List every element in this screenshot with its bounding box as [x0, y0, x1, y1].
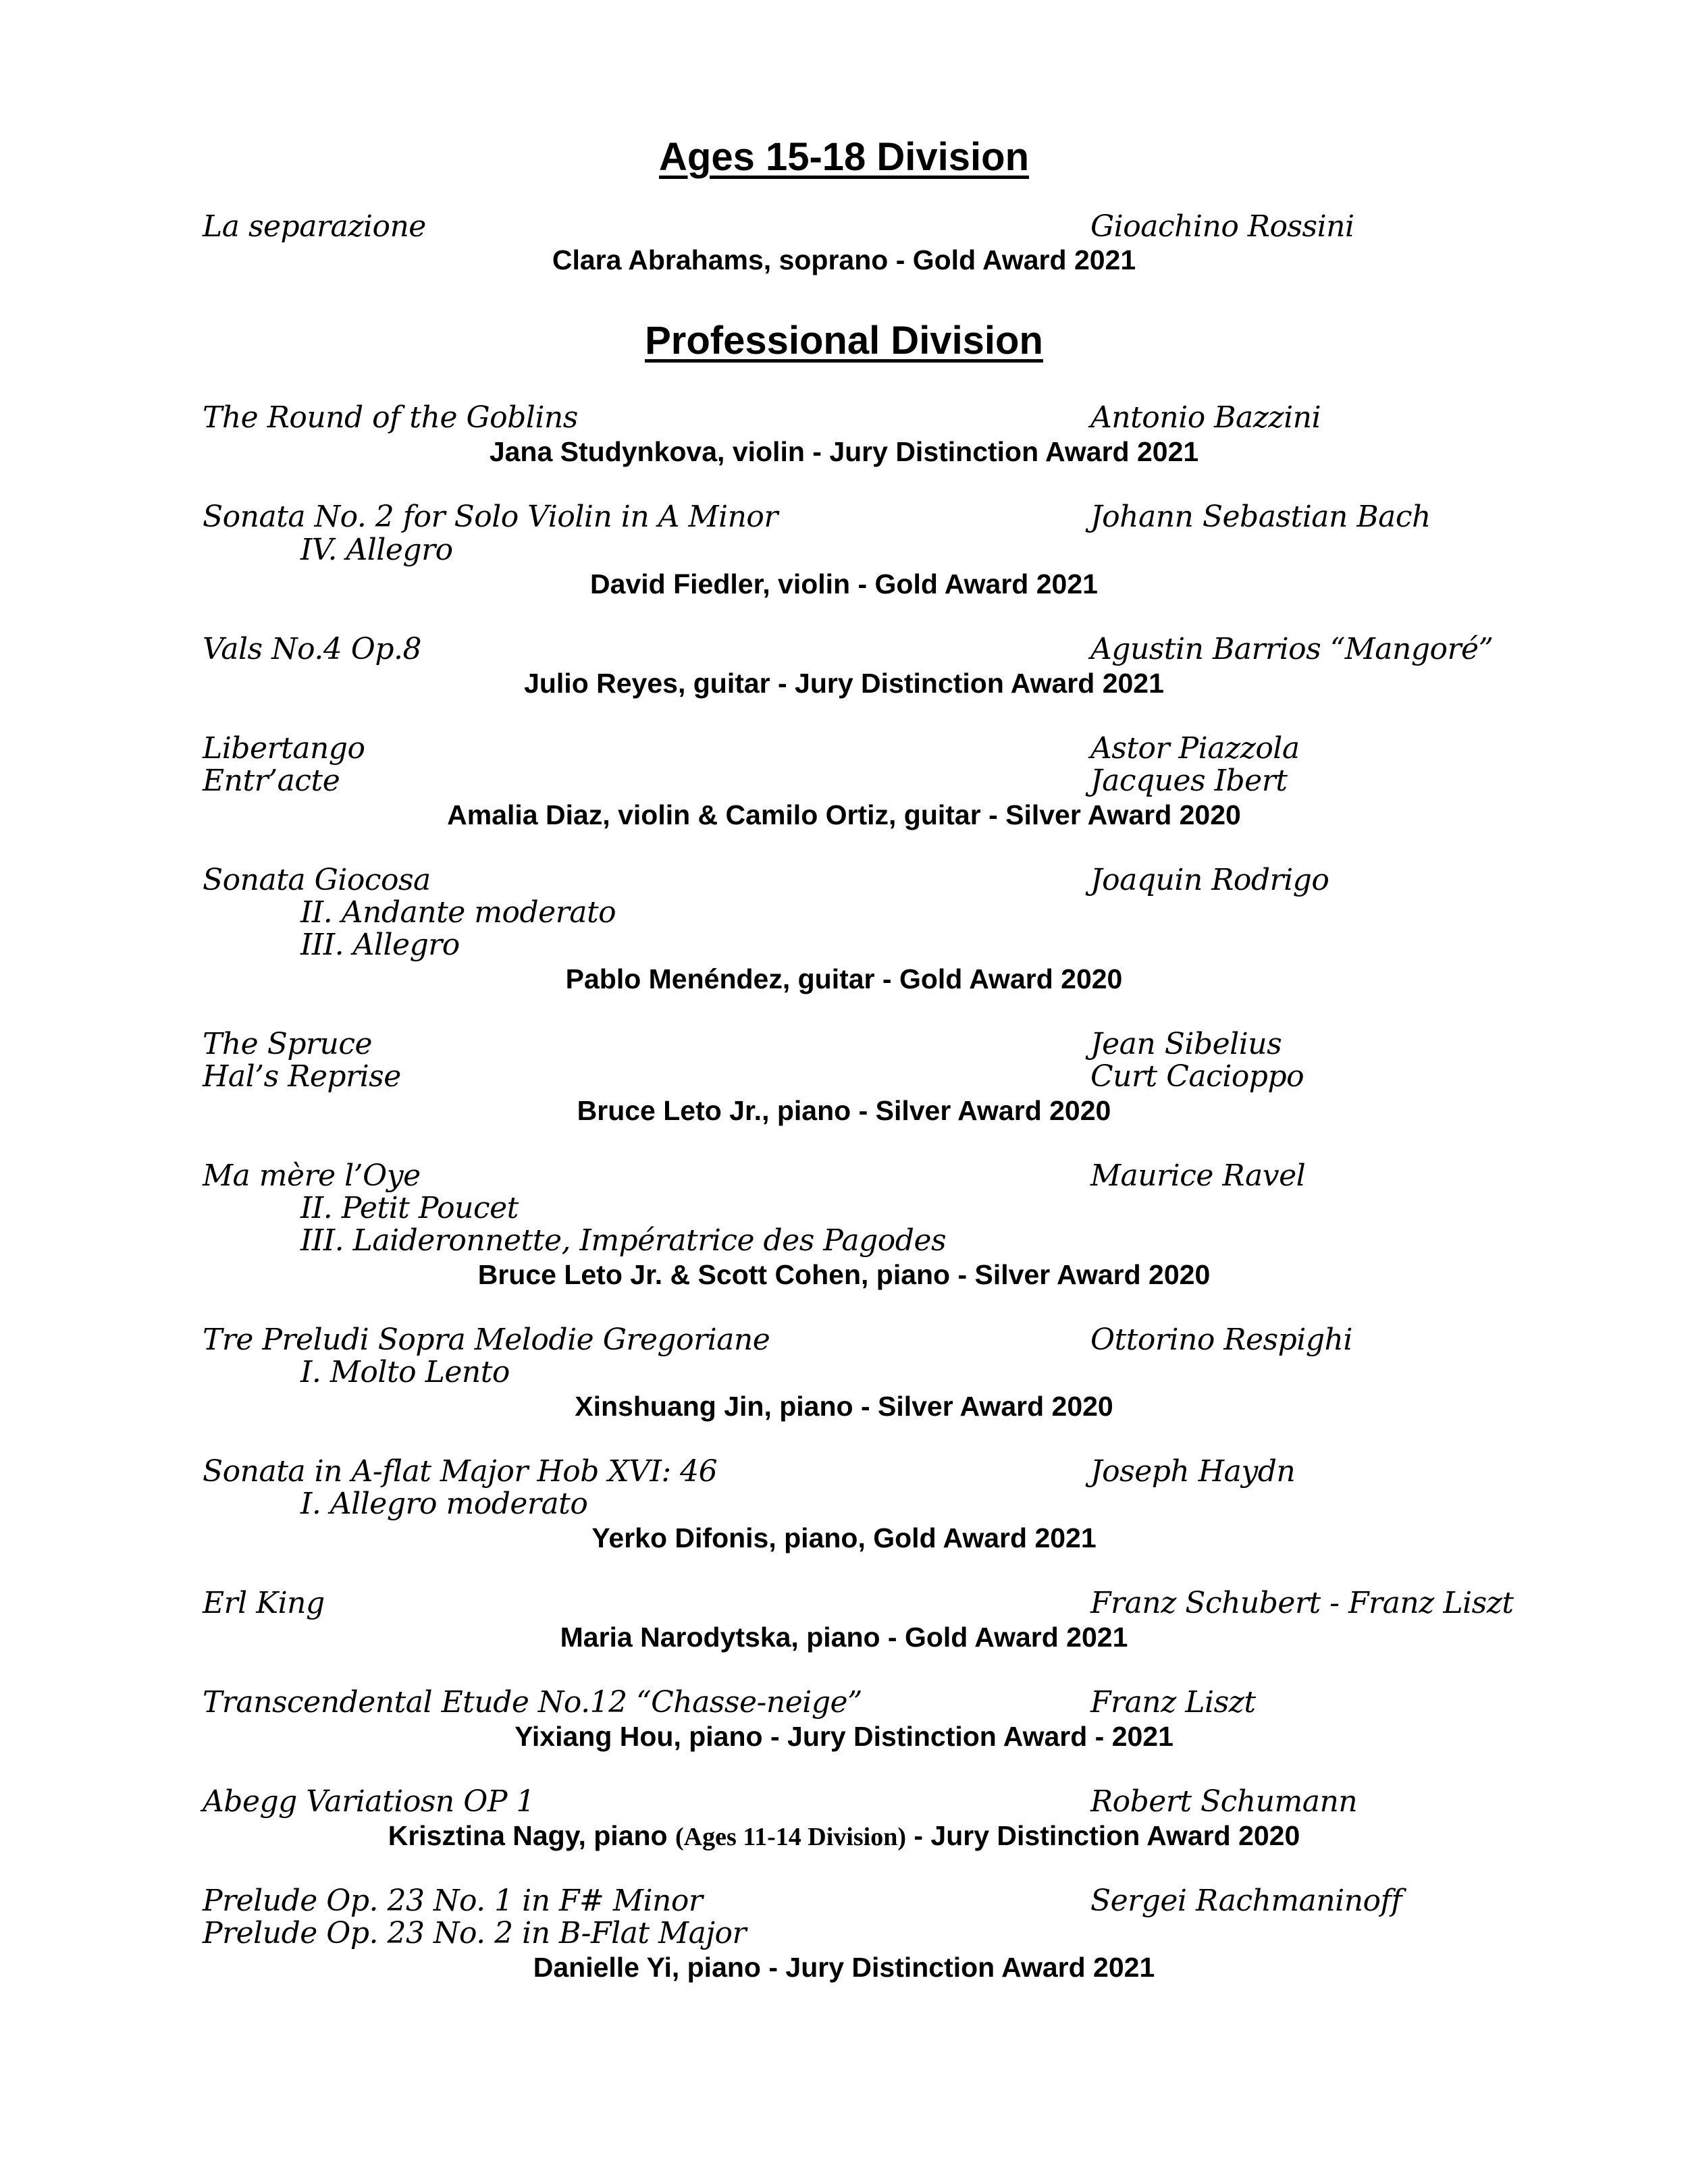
piece-title: Sonata No. 2 for Solo Violin in A Minor [203, 500, 778, 534]
program-line [0, 209, 1688, 244]
composer-name: Agustin Barrios “Mangoré” [1090, 632, 1494, 666]
program-line [0, 500, 1688, 535]
composer-name: Ottorino Respighi [1090, 1323, 1352, 1357]
performer-credit: Clara Abrahams, soprano - Gold Award 2021 [552, 244, 1136, 275]
movement-title: II. Petit Poucet [300, 1191, 519, 1225]
performer-credit: Pablo Menéndez, guitar - Gold Award 2020 [565, 963, 1123, 994]
program-line [0, 1454, 1688, 1489]
performer-credit: Xinshuang Jin, piano - Silver Award 2020 [575, 1391, 1113, 1422]
program-line [0, 895, 1688, 930]
composer-name: Jean Sibelius [1090, 1027, 1282, 1061]
composer-name: Astor Piazzola [1090, 731, 1300, 766]
program-line [0, 1323, 1688, 1358]
composer-name: Joseph Haydn [1090, 1454, 1296, 1489]
movement-title: IV. Allegro [300, 533, 453, 567]
composer-name: Antonio Bazzini [1090, 400, 1321, 435]
piece-title: Transcendental Etude No.12 “Chasse-neige” [203, 1685, 863, 1720]
program-line [0, 731, 1688, 766]
performer-credit: Jana Studynkova, violin - Jury Distinction Award 2021 [489, 436, 1199, 467]
composer-name: Franz Schubert - Franz Liszt [1090, 1586, 1514, 1620]
piece-title: Libertango [203, 731, 365, 766]
composer-name: Franz Liszt [1090, 1685, 1256, 1720]
piece-title: Sonata in A-flat Major Hob XVI: 46 [203, 1454, 718, 1489]
performer-credit: Bruce Leto Jr., piano - Silver Award 2020 [577, 1095, 1111, 1126]
program-line [0, 1685, 1688, 1720]
program-line [0, 1158, 1688, 1194]
composer-name: Gioachino Rossini [1090, 209, 1354, 244]
composer-name: Maurice Ravel [1090, 1158, 1306, 1193]
performer-credit: Julio Reyes, guitar - Jury Distinction Award 2021 [524, 668, 1164, 699]
performer-credit: Amalia Diaz, violin & Camilo Ortiz, guitar - Silver Award 2020 [447, 799, 1241, 830]
performer-credit: David Fiedler, violin - Gold Award 2021 [590, 568, 1098, 600]
award-text: - Jury Distinction Award 2020 [905, 1820, 1300, 1851]
composer-name: Joaquin Rodrigo [1090, 863, 1329, 897]
composer-name: Robert Schumann [1090, 1784, 1358, 1819]
program-line [0, 1355, 1688, 1390]
piece-title: The Round of the Goblins [203, 400, 578, 435]
division-heading-ages-15-18: Ages 15-18 Division [659, 135, 1029, 179]
program-line [0, 533, 1688, 568]
division-note: (Ages 11-14 Division) [675, 1823, 906, 1851]
program-line [0, 928, 1688, 963]
performer-credit [0, 1819, 1688, 1854]
performer-credit: Bruce Leto Jr. & Scott Cohen, piano - Silver Award 2020 [477, 1259, 1211, 1290]
piece-title: Tre Preludi Sopra Melodie Gregoriane [203, 1323, 770, 1357]
piece-title: Sonata Giocosa [203, 863, 431, 897]
program-line [0, 1884, 1688, 1919]
movement-title: III. Laideronnette, Impératrice des Pagodes [300, 1223, 947, 1258]
performer-credit: Danielle Yi, piano - Jury Distinction Award 2021 [533, 1952, 1155, 1983]
piece-title: La separazione [203, 209, 426, 244]
movement-title: I. Allegro moderato [300, 1487, 588, 1521]
composer-name: Jacques Ibert [1090, 764, 1288, 798]
program-line [0, 1027, 1688, 1062]
performer-credit: Yerko Difonis, piano, Gold Award 2021 [591, 1522, 1097, 1553]
piece-title: Hal’s Reprise [203, 1059, 401, 1094]
program-line [0, 1191, 1688, 1226]
composer-name: Johann Sebastian Bach [1090, 500, 1431, 534]
movement-title: I. Molto Lento [300, 1355, 510, 1389]
performer-credit: Yixiang Hou, piano - Jury Distinction Award - 2021 [515, 1721, 1173, 1752]
program-line [0, 1223, 1688, 1258]
piece-title: Prelude Op. 23 No. 1 in F# Minor [203, 1884, 703, 1918]
piece-title: Prelude Op. 23 No. 2 in B-Flat Major [203, 1916, 747, 1950]
program-line [0, 764, 1688, 799]
performer-name: Krisztina Nagy, piano [388, 1820, 675, 1851]
program-line [0, 1586, 1688, 1621]
piece-title: The Spruce [203, 1027, 373, 1061]
piece-title: Abegg Variatiosn OP 1 [203, 1784, 535, 1819]
piece-title: Vals No.4 Op.8 [203, 632, 422, 666]
division-heading-professional: Professional Division [645, 319, 1043, 363]
program-line [0, 1059, 1688, 1094]
piece-title: Erl King [203, 1586, 325, 1620]
composer-name: Sergei Rachmaninoff [1090, 1884, 1402, 1918]
composer-name: Curt Cacioppo [1090, 1059, 1304, 1094]
program-line [0, 632, 1688, 667]
program-line [0, 400, 1688, 435]
performer-credit: Maria Narodytska, piano - Gold Award 2021 [560, 1622, 1128, 1653]
piece-title: Ma mère l’Oye [203, 1158, 421, 1193]
program-line [0, 1487, 1688, 1522]
program-line [0, 863, 1688, 898]
program-line [0, 1916, 1688, 1951]
piece-title: Entr’acte [203, 764, 340, 798]
movement-title: III. Allegro [300, 928, 460, 962]
program-line [0, 1784, 1688, 1819]
movement-title: II. Andante moderato [300, 895, 616, 930]
